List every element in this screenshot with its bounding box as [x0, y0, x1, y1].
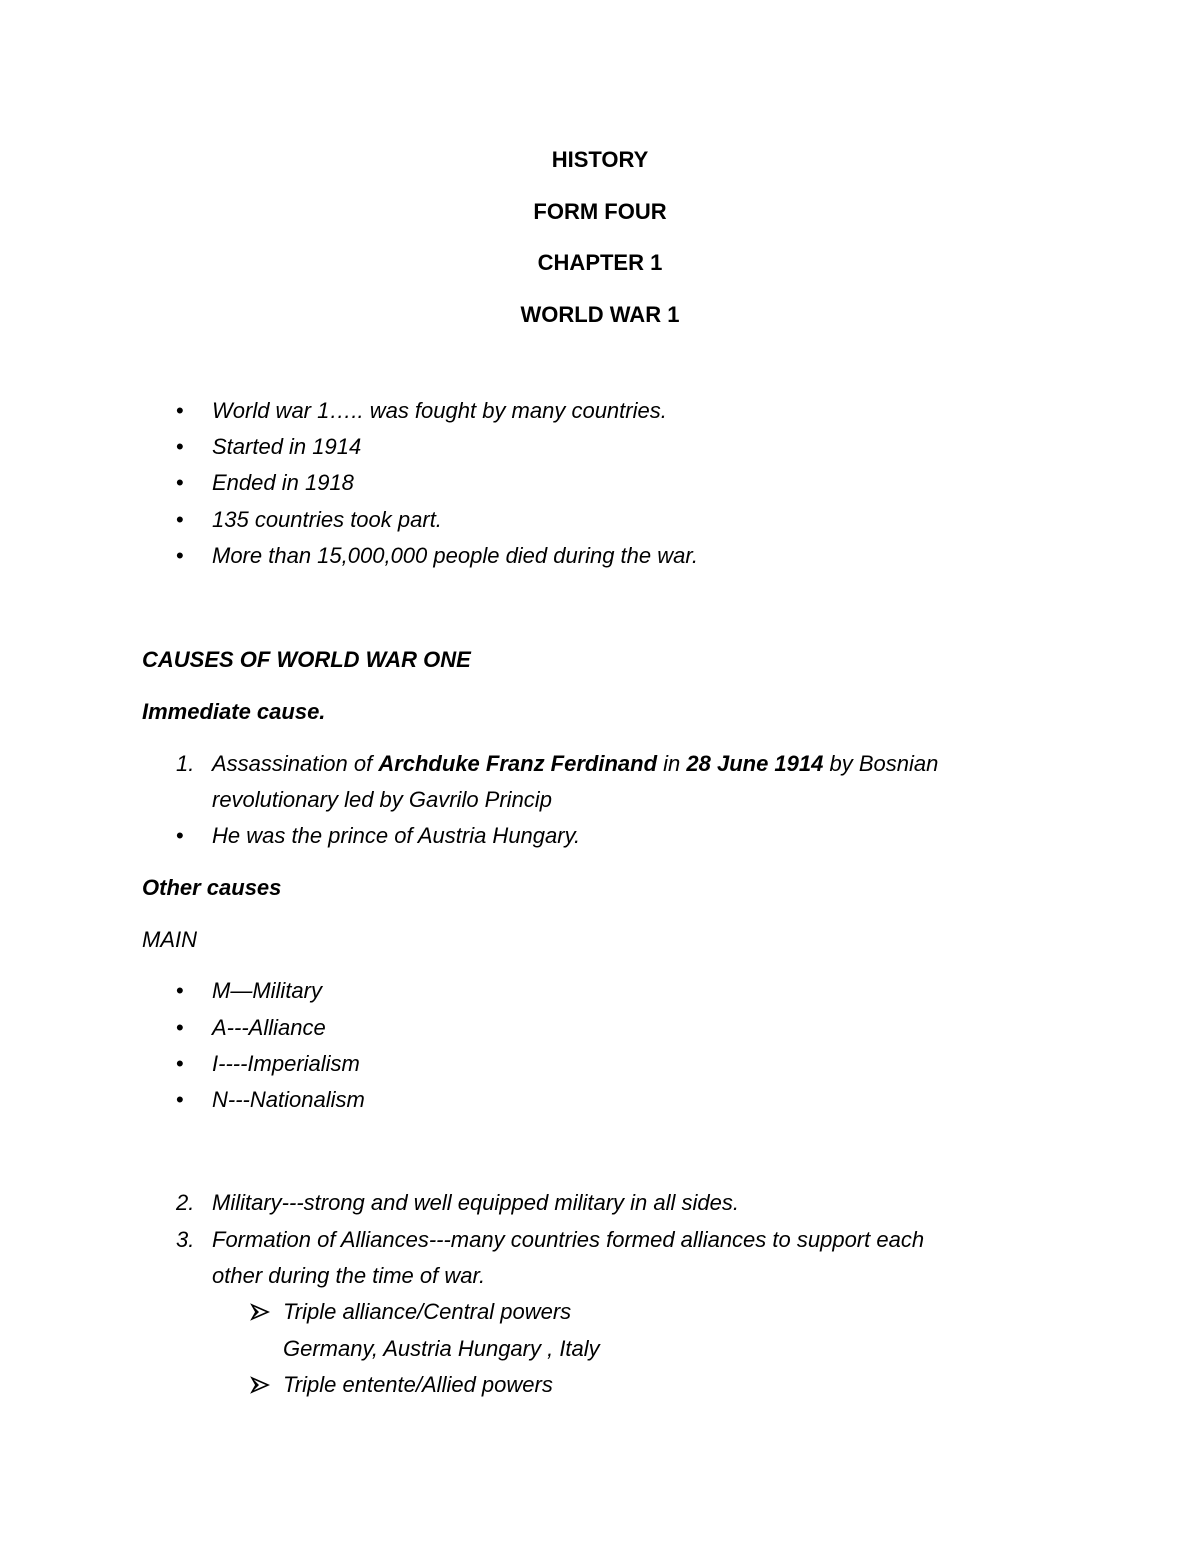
other-causes-heading: Other causes [142, 875, 282, 900]
arrow-bullet-icon [250, 1302, 270, 1322]
item-2-text: Military---strong and well equipped military in all sides. [212, 1190, 739, 1215]
intro-bullet-1: World war 1….. was fought by many countries. [212, 398, 667, 423]
main-bullet-imperialism: I----Imperialism [212, 1051, 360, 1076]
bullet-marker: • [176, 507, 184, 532]
main-bullet-alliance: A---Alliance [212, 1015, 326, 1040]
intro-bullet-5: More than 15,000,000 people died during the war. [212, 543, 698, 568]
triple-alliance-label: Triple alliance/Central powers [283, 1299, 572, 1324]
archduke-name: Archduke Franz Ferdinand [378, 751, 658, 776]
intro-bullet-4: 135 countries took part. [212, 507, 442, 532]
bullet-marker: • [176, 434, 184, 459]
subject-title: HISTORY [551, 147, 649, 172]
item-1-line-2: revolutionary led by Gavrilo Princip [212, 787, 552, 812]
bullet-marker: • [176, 1051, 184, 1076]
item-1-subbullet: He was the prince of Austria Hungary. [212, 823, 581, 848]
intro-bullet-3: Ended in 1918 [212, 470, 354, 495]
bullet-marker: • [176, 823, 184, 848]
item-1-number: 1. [176, 751, 195, 776]
item-1-text-c: by Bosnian [823, 751, 939, 776]
item-3-line-2: other during the time of war. [212, 1263, 486, 1288]
intro-bullet-2: Started in 1914 [212, 434, 362, 459]
assassination-date: 28 June 1914 [686, 751, 824, 776]
bullet-marker: • [176, 978, 184, 1003]
arrow-bullet-icon [250, 1375, 270, 1395]
main-bullet-military: M—Military [212, 978, 322, 1003]
bullet-marker: • [176, 1015, 184, 1040]
immediate-cause-heading: Immediate cause. [142, 699, 326, 724]
bullet-marker: • [176, 398, 184, 423]
causes-heading: CAUSES OF WORLD WAR ONE [142, 647, 471, 672]
item-1-text-b: in [657, 751, 687, 776]
main-acronym-label: MAIN [142, 927, 197, 952]
triple-entente-label: Triple entente/Allied powers [283, 1372, 553, 1397]
item-3-line-1: Formation of Alliances---many countries formed alliances to support each [212, 1227, 925, 1252]
item-3-number: 3. [176, 1227, 195, 1252]
bullet-marker: • [176, 543, 184, 568]
item-1-text-a: Assassination of [212, 751, 379, 776]
triple-alliance-members: Germany, Austria Hungary , Italy [283, 1336, 600, 1361]
main-bullet-nationalism: N---Nationalism [212, 1087, 365, 1112]
chapter-title: CHAPTER 1 [537, 250, 663, 275]
form-title: FORM FOUR [533, 199, 667, 224]
bullet-marker: • [176, 1087, 184, 1112]
item-1-line-1 [212, 751, 938, 777]
item-2-number: 2. [176, 1190, 195, 1215]
bullet-marker: • [176, 470, 184, 495]
topic-title: WORLD WAR 1 [520, 302, 680, 327]
